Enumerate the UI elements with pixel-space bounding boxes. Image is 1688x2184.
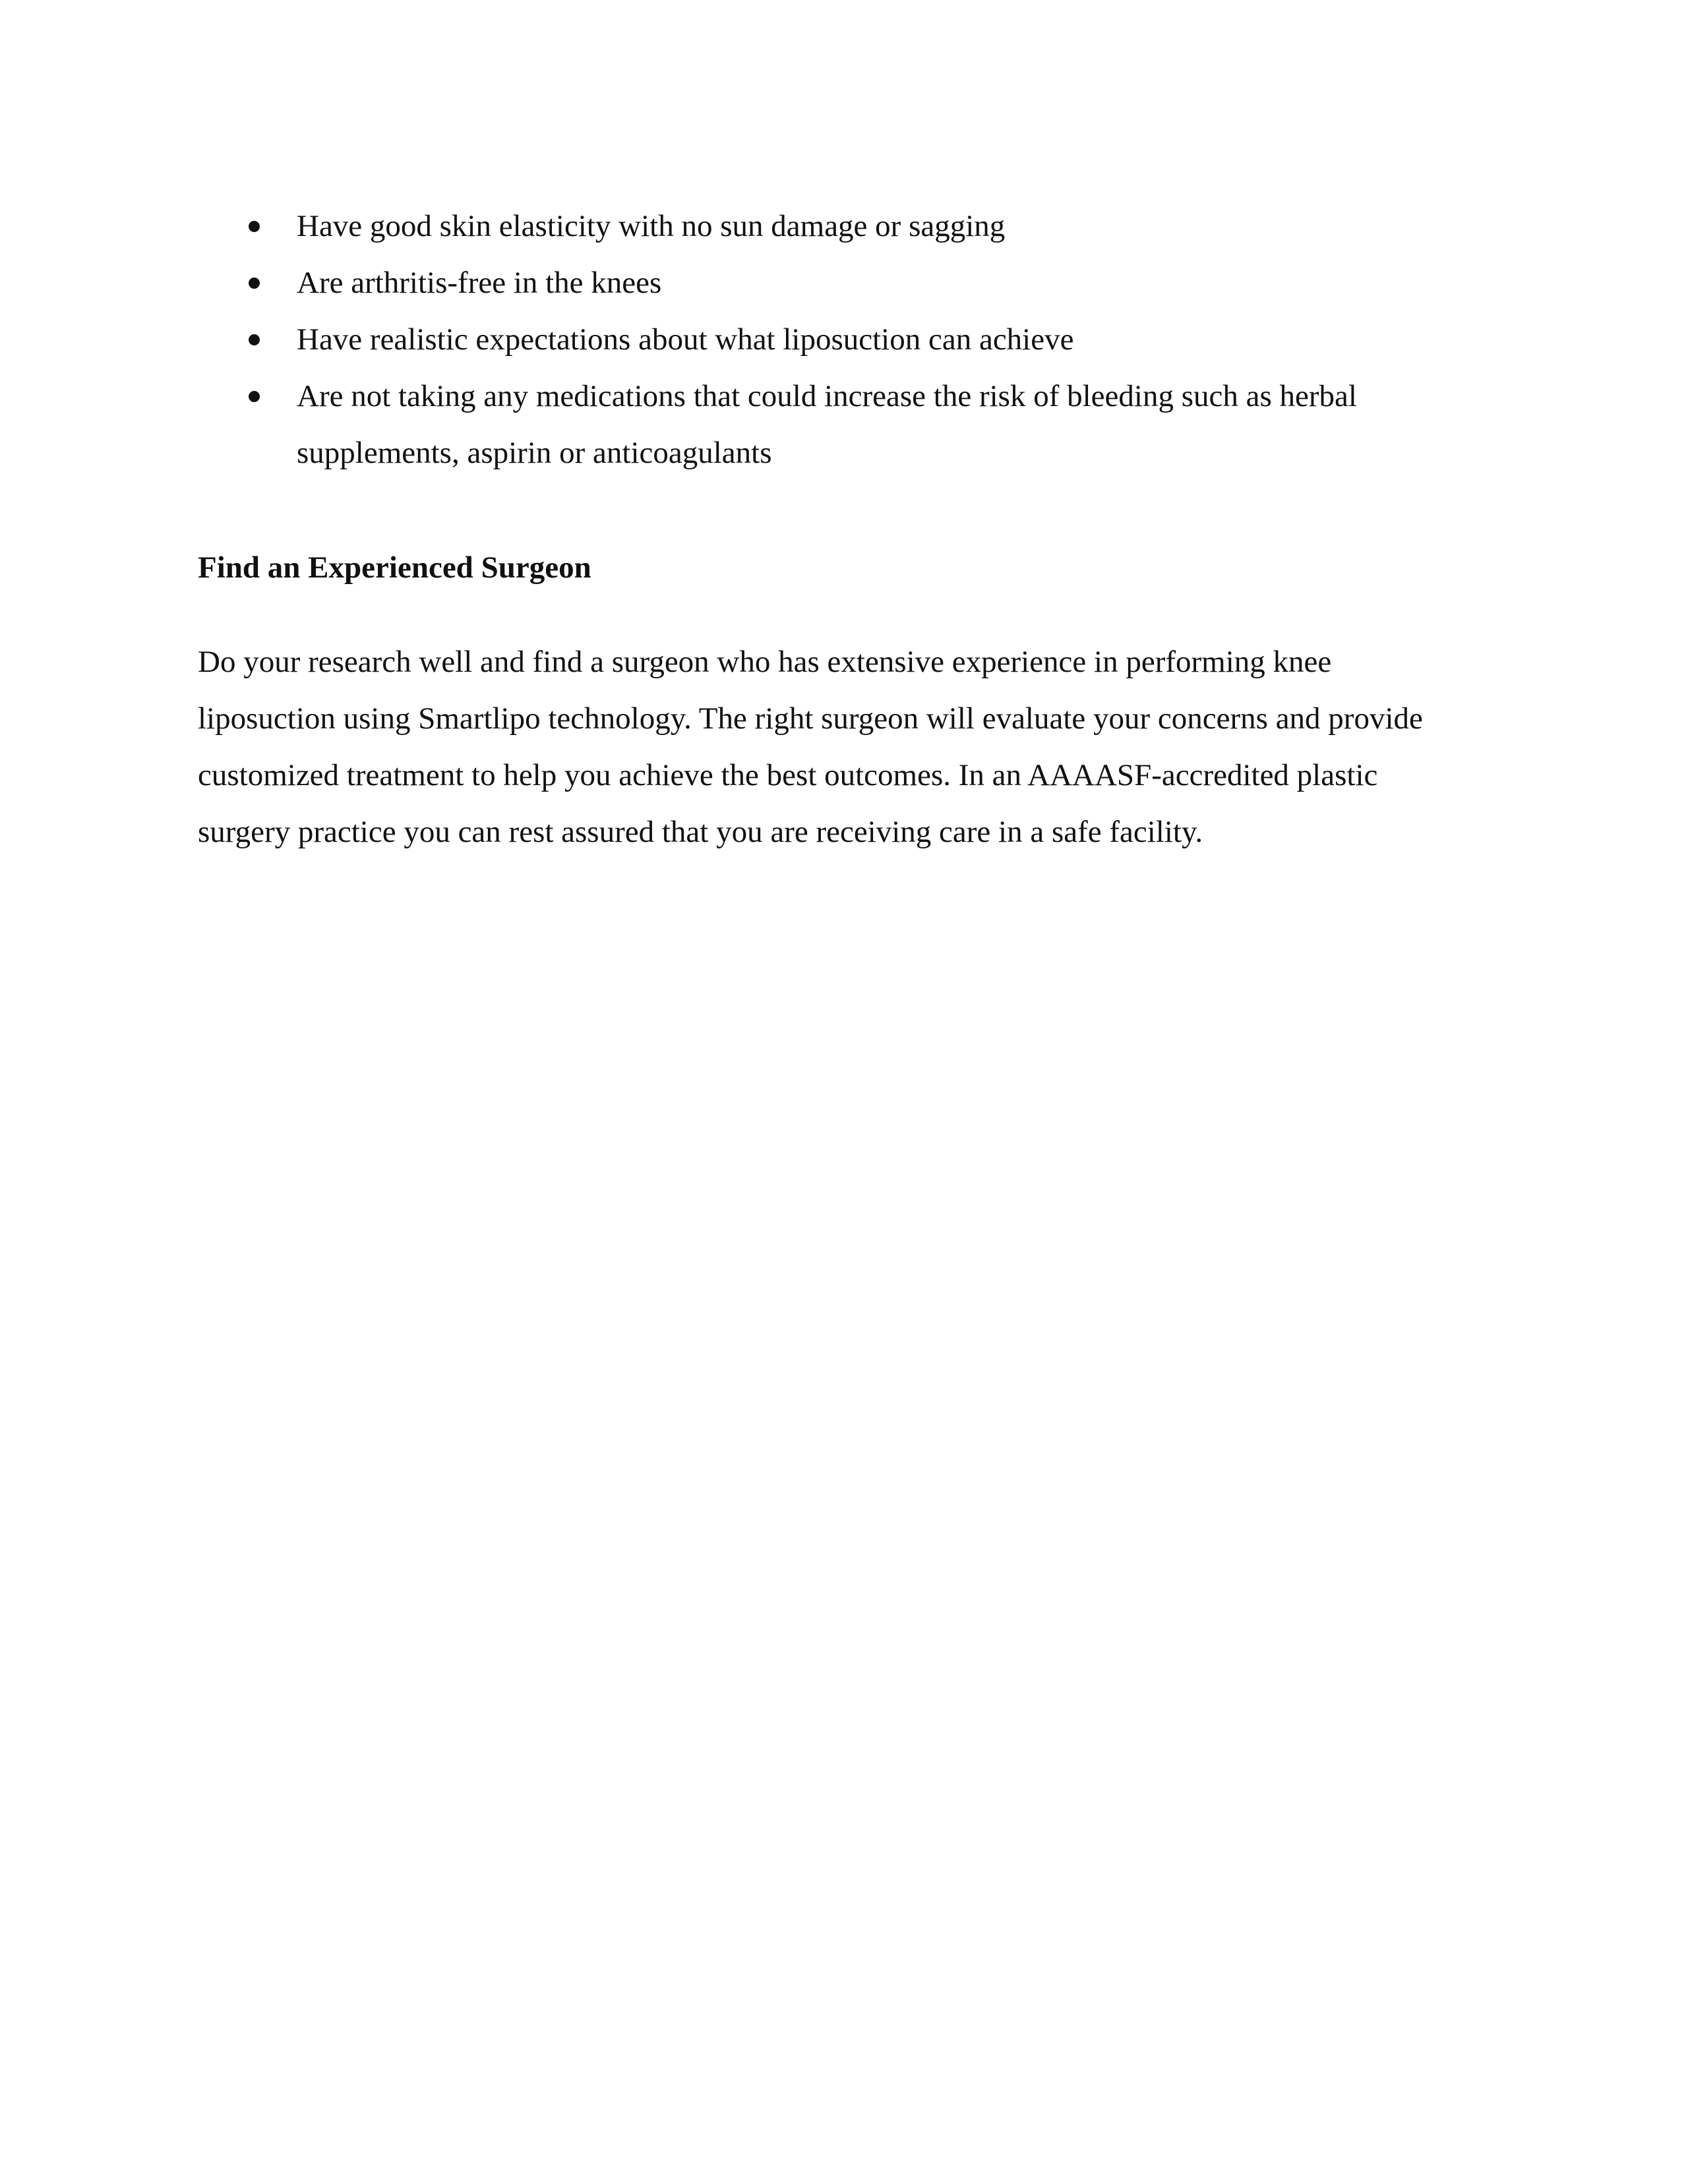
bullet-icon [249, 391, 260, 402]
list-item-text: Have realistic expectations about what liposuction can achieve [297, 322, 1074, 357]
section-heading: Find an Experienced Surgeon [198, 550, 591, 585]
bullet-icon [249, 278, 260, 289]
list-item [198, 368, 1490, 481]
list-item [198, 311, 1490, 368]
bullet-icon [249, 334, 260, 345]
list-item-text: Are arthritis-free in the knees [297, 266, 662, 300]
section-paragraph: Do your research well and find a surgeon who has extensive experience in performing knee liposuction using Smartlipo technology. The right surgeon will evaluate your concerns and provide customized treatment to help you achieve the best outcomes. In an AAAASF-accredited plastic surgery practice you can rest assured that you are receiving care in a safe facility. [198, 645, 1423, 849]
list-item-text: Have good skin elasticity with no sun damage or sagging [297, 209, 1006, 243]
list-item [198, 254, 1490, 311]
list-item-text: Are not taking any medications that could increase the risk of bleeding such as herbal supplements, aspirin or anticoagulants [297, 379, 1357, 470]
criteria-list [198, 198, 1490, 481]
list-item [198, 198, 1490, 254]
bullet-icon [249, 221, 260, 232]
